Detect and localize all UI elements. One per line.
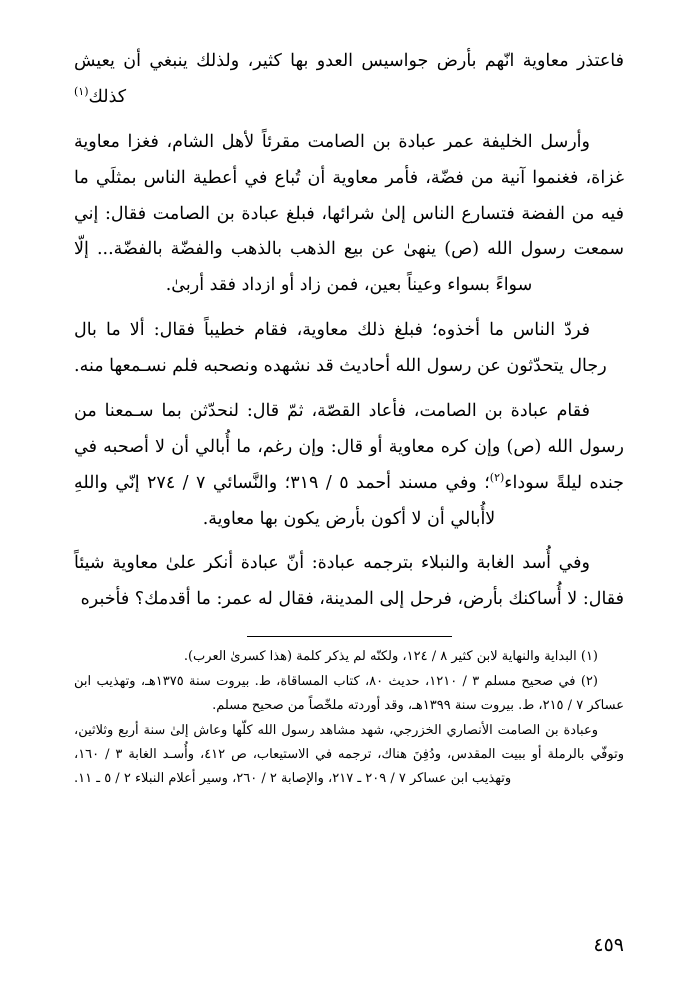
footnote-2-text: في صحيح مسلم ٣ / ١٢١٠، حديث ٨٠، كتاب المساقاة، ط. بيروت سنة ١٣٧٥هـ، وتهذيب ابن عساكر ٧ / ٢١٥، ط. بيروت سنة ١٣٩٩هـ، وقد أوردته ملخّصاً من صحيح مسلم. [74, 674, 624, 714]
paragraph-2-text: وأرسل الخليفة عمر عبادة بن الصامت مقرئاً لأهل الشام، فغزا معاوية غزاة، فغنموا آنية من فضّة، فأمر معاوية أن تُباع في أعطية الناس بمثلَي ما فيه من الفضة فتسارع الناس إلىٰ شرائها، فبلغ عبادة بن الصامت فقال: إني سمعت رسول الله (ص) ينهىٰ عن بيع الذهب بالذهب والفضّة بالفضّة... إلّا سواءً بسواء وعيناً بعين، فمن زاد أو ازداد فقد أربىٰ. [74, 131, 624, 296]
paragraph-4-tail: ؛ وفي مسند أحمد ٥ / ٣١٩؛ والنَّسائي ٧ / ٢٧٤ إنّي واللهِ لاأُبالي أن لا أكون بأرض يكون بها معاوية. [74, 472, 496, 529]
paragraph-2 [74, 125, 624, 304]
page-number: ٤٥٩ [593, 934, 624, 956]
footnote-ref-1: (١) [74, 85, 89, 99]
paragraph-4-text: فقام عبادة بن الصامت، فأعاد القصّة، ثمّ قال: لنحدّثن بما سـمعنا من رسول الله (ص) وإن كره معاوية أو قال: وإن رغم، ما أُبالي أن لا أصحبه في جنده ليلةً سوداء [74, 400, 624, 493]
main-text-column [74, 44, 624, 618]
footnote-3-text: وعبادة بن الصامت الأنصاري الخزرجي، شهد مشاهد رسول الله كلّها وعاش إلىٰ سنة أربع وثلاثين، وتوفّي بالرملة أو ببيت المقدس، ودُفِنَ هناك، ترجمه في الاستيعاب، ص ٤١٢، وأُسـد الغابة ٣ / ١٦٠، وتهذيب ابن عساكر ٧ / ٢٠٩ ـ ٢١٧، والإصابة ٢ / ٢٦٠، وسير أعلام النبلاء ٢ / ٥ ـ ١١. [74, 723, 624, 787]
paragraph-1-text: فاعتذر معاوية انّهم بأرض جواسيس العدو بها كثير، ولذلك ينبغي أن يعيش كذلك [74, 51, 624, 107]
footnote-item-2 [74, 670, 624, 718]
paragraph-3-text: فردّ الناس ما أخذوه؛ فبلغ ذلك معاوية، فقام خطيباً فقال: ألا ما بال رجال يتحدّثون عن رسول الله أحاديث قد نشهده ونصحبه فلم نسـمعها منه. [74, 320, 607, 376]
footnote-item-1 [74, 645, 624, 669]
footnotes-section [74, 645, 624, 791]
footnote-1-marker: (١) [580, 649, 598, 665]
paragraph-3 [74, 313, 624, 385]
footnote-1-text: البداية والنهاية لابن كثير ٨ / ١٢٤، ولكنّه لم يذكر كلمة (هذا كسرىٰ العرب). [183, 649, 577, 665]
footnote-ref-2: (٢) [489, 470, 505, 484]
paragraph-5 [74, 546, 624, 618]
footnote-2-marker: (٢) [580, 674, 598, 690]
footnote-rule [247, 636, 452, 637]
paragraph-1 [74, 44, 624, 116]
footnote-item-3 [74, 719, 624, 791]
footnote-separator [74, 636, 624, 637]
paragraph-5-text: وفي أُسد الغابة والنبلاء بترجمه عبادة: أنّ عبادة أنكر علىٰ معاوية شيئاً فقال: لا أُساكنك بأرض، فرحل إلى المدينة، فقال له عمر: ما أقدمك؟ فأخبره [74, 553, 624, 610]
paragraph-4 [74, 394, 624, 538]
